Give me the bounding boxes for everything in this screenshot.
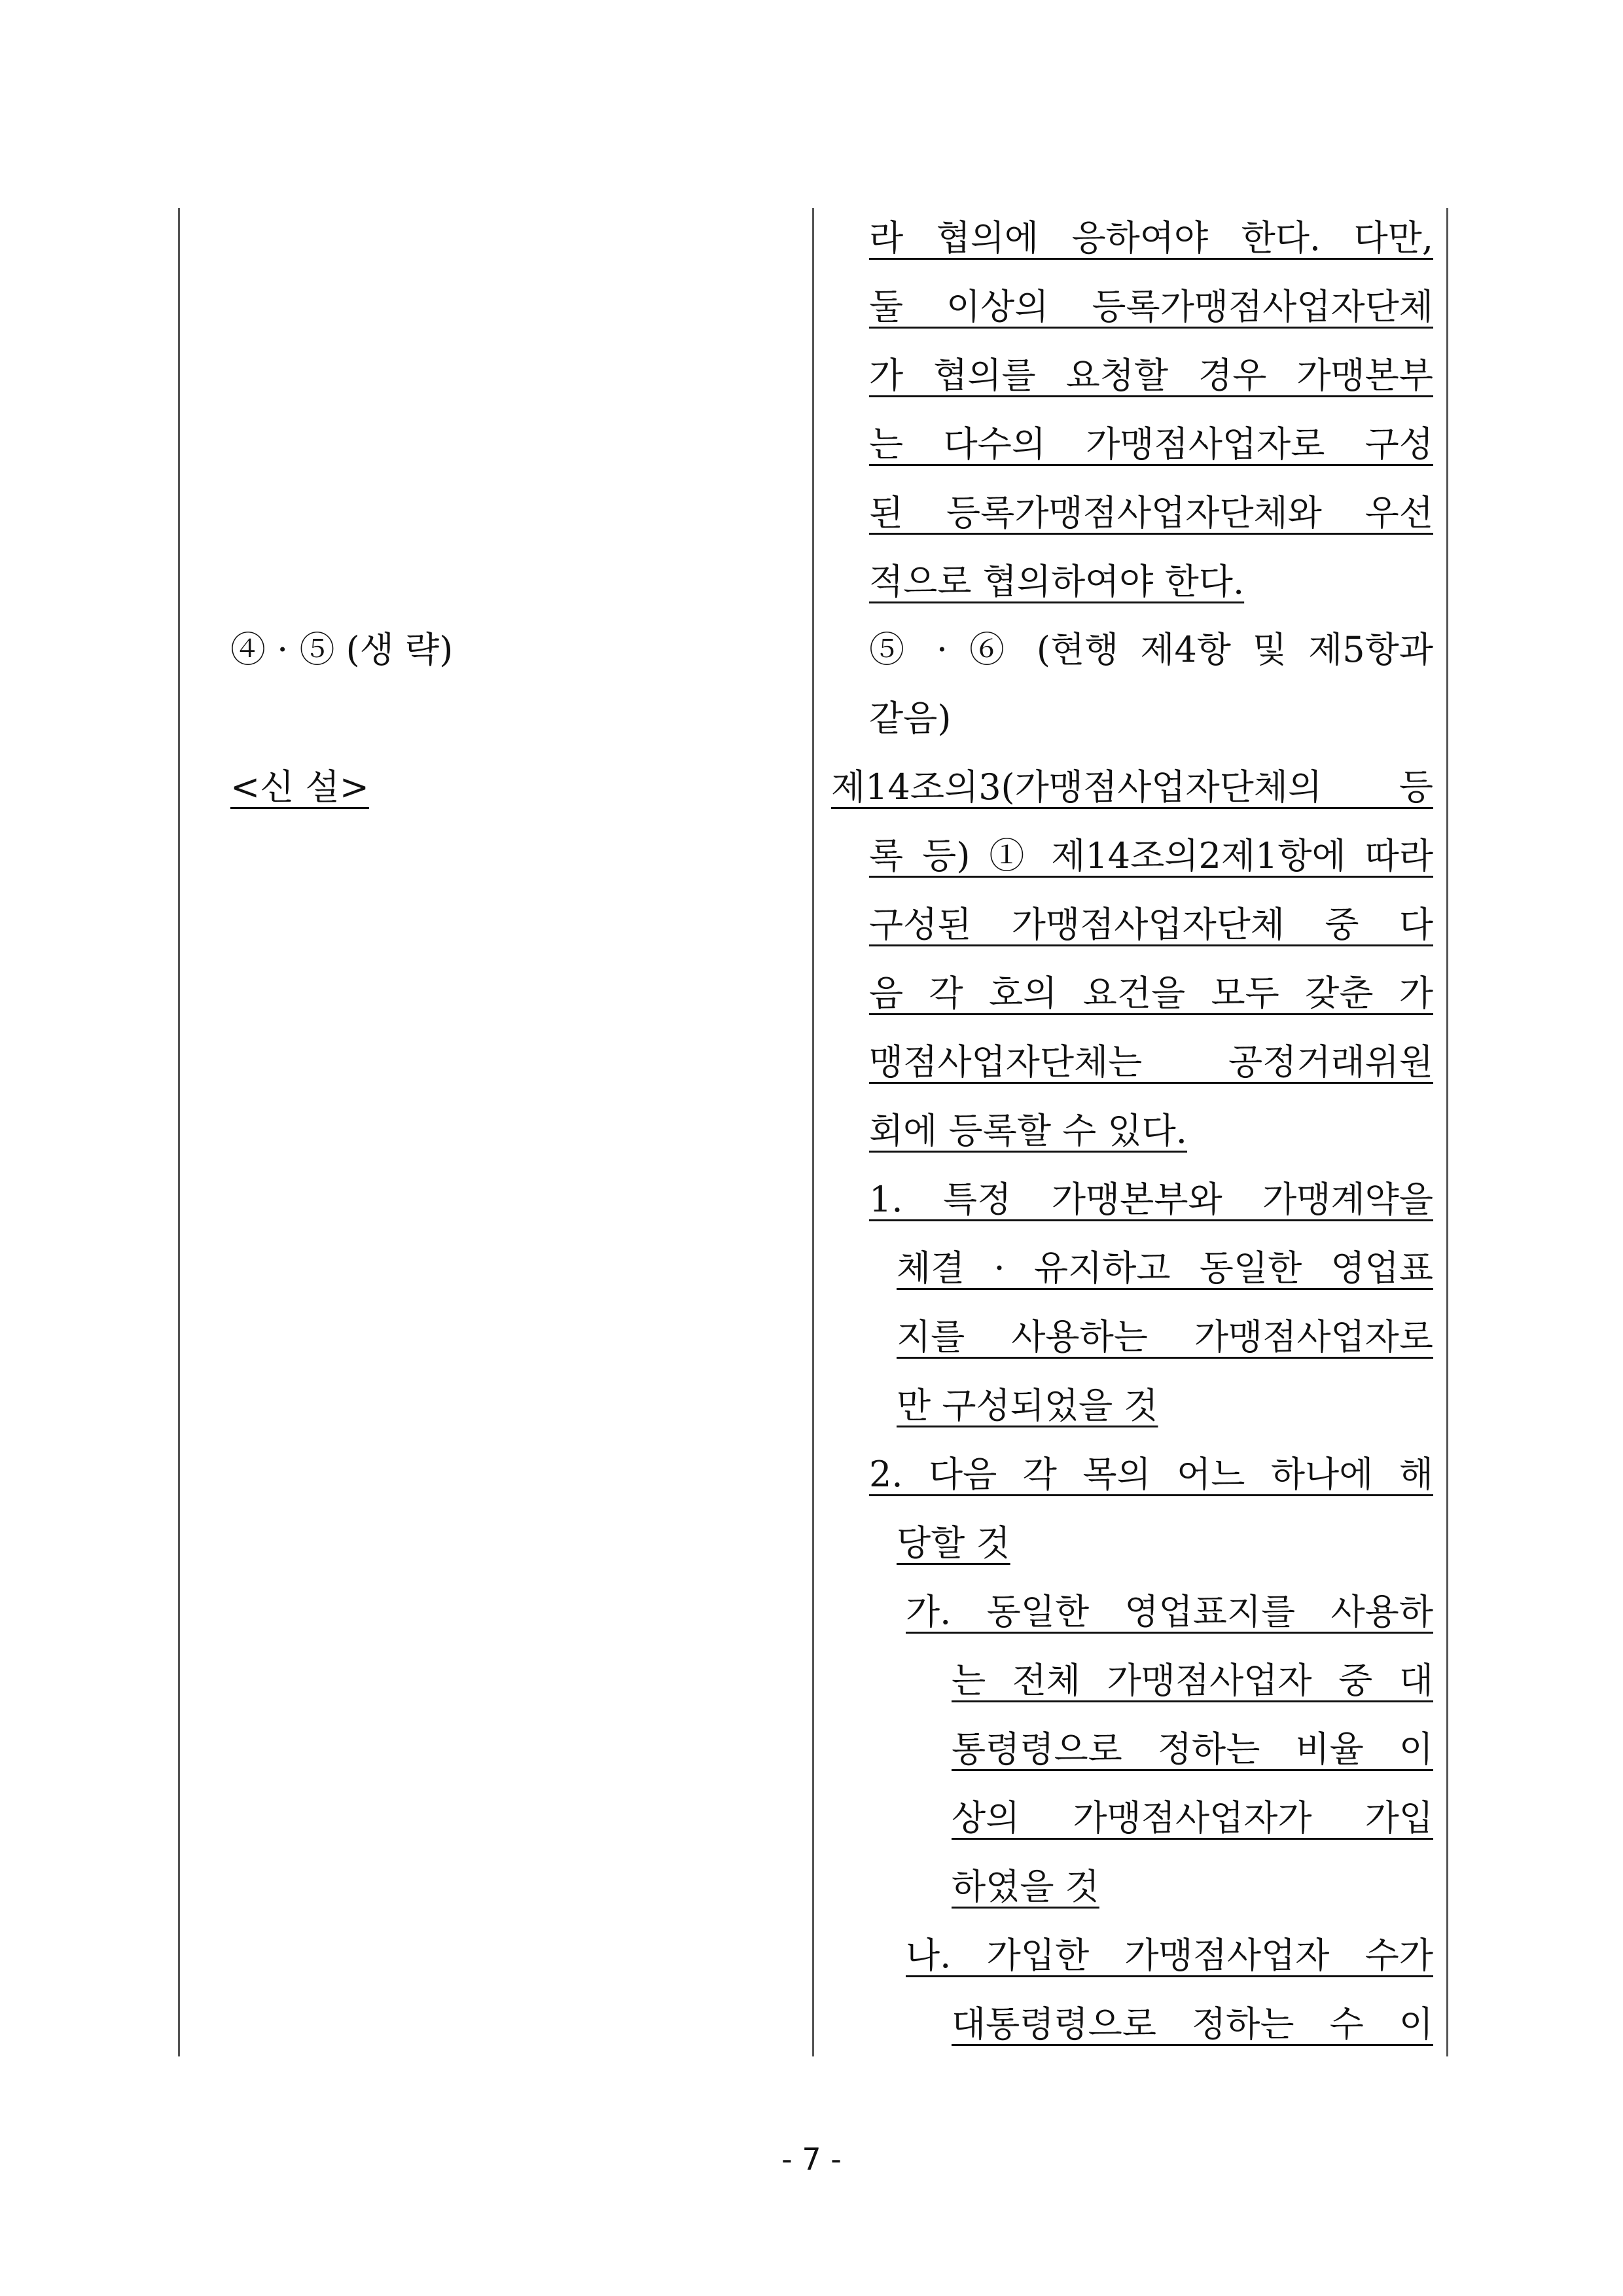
article-14-3-line: 구성된 가맹점사업자단체 중 다 [869,904,1433,945]
item-1-line: 1. 특정 가맹본부와 가맹계약을 [869,1179,1433,1220]
amendment-item-5-6: ⑤ · ⑥ (현행 제4항 및 제5항과 [869,629,1433,670]
item-2-ga-line: 는 전체 가맹점사업자 중 대 [952,1660,1433,1701]
current-law-new-provision: <신 설> [230,766,369,808]
amendment-line: 둘 이상의 등록가맹점사업자단체 [869,286,1433,327]
article-14-3-line: 맹점사업자단체는 공정거래위원 [869,1041,1433,1083]
item-2-ga-line: 통령령으로 정하는 비율 이 [952,1729,1433,1770]
column-border-right [1446,208,1448,2056]
article-14-3-line: 록 등) ① 제14조의2제1항에 따라 [869,835,1433,876]
amendment-line: 된 등록가맹점사업자단체와 우선 [869,492,1433,533]
amendment-item-5-6: 같음) [869,698,952,739]
amendment-line: 적으로 협의하여야 한다. [869,561,1245,602]
page-number: - 7 - [781,2142,842,2177]
article-14-3-line: 회에 등록할 수 있다. [869,1110,1187,1151]
column-border-middle [812,208,814,2056]
item-2-ga-line: 상의 가맹점사업자가 가입 [952,1797,1433,1839]
article-14-3-line: 음 각 호의 요건을 모두 갖춘 가 [869,973,1433,1014]
item-2-line: 당할 것 [897,1522,1010,1564]
item-1-line: 체결 · 유지하고 동일한 영업표 [897,1247,1433,1289]
item-2-line: 2. 다음 각 목의 어느 하나에 해 [869,1454,1433,1495]
item-2-ga-line: 가. 동일한 영업표지를 사용하 [906,1591,1433,1632]
item-2-na-line: 나. 가입한 가맹점사업자 수가 [906,1935,1433,1976]
item-2-na-line: 대통령령으로 정하는 수 이 [952,2003,1433,2045]
column-border-left [178,208,180,2056]
article-14-3-heading: 제14조의3(가맹점사업자단체의 등 [831,766,1433,808]
item-2-ga-line: 하였을 것 [952,1866,1099,1907]
current-law-item-4-5: ④ · ⑤ (생 략) [230,629,454,670]
item-1-line: 만 구성되었을 것 [897,1385,1158,1426]
item-1-line: 지를 사용하는 가맹점사업자로 [897,1316,1433,1357]
amendment-line: 는 다수의 가맹점사업자로 구성 [869,423,1433,465]
amendment-line: 라 협의에 응하여야 한다. 다만, [869,217,1433,259]
amendment-line: 가 협의를 요청할 경우 가맹본부 [869,355,1433,396]
